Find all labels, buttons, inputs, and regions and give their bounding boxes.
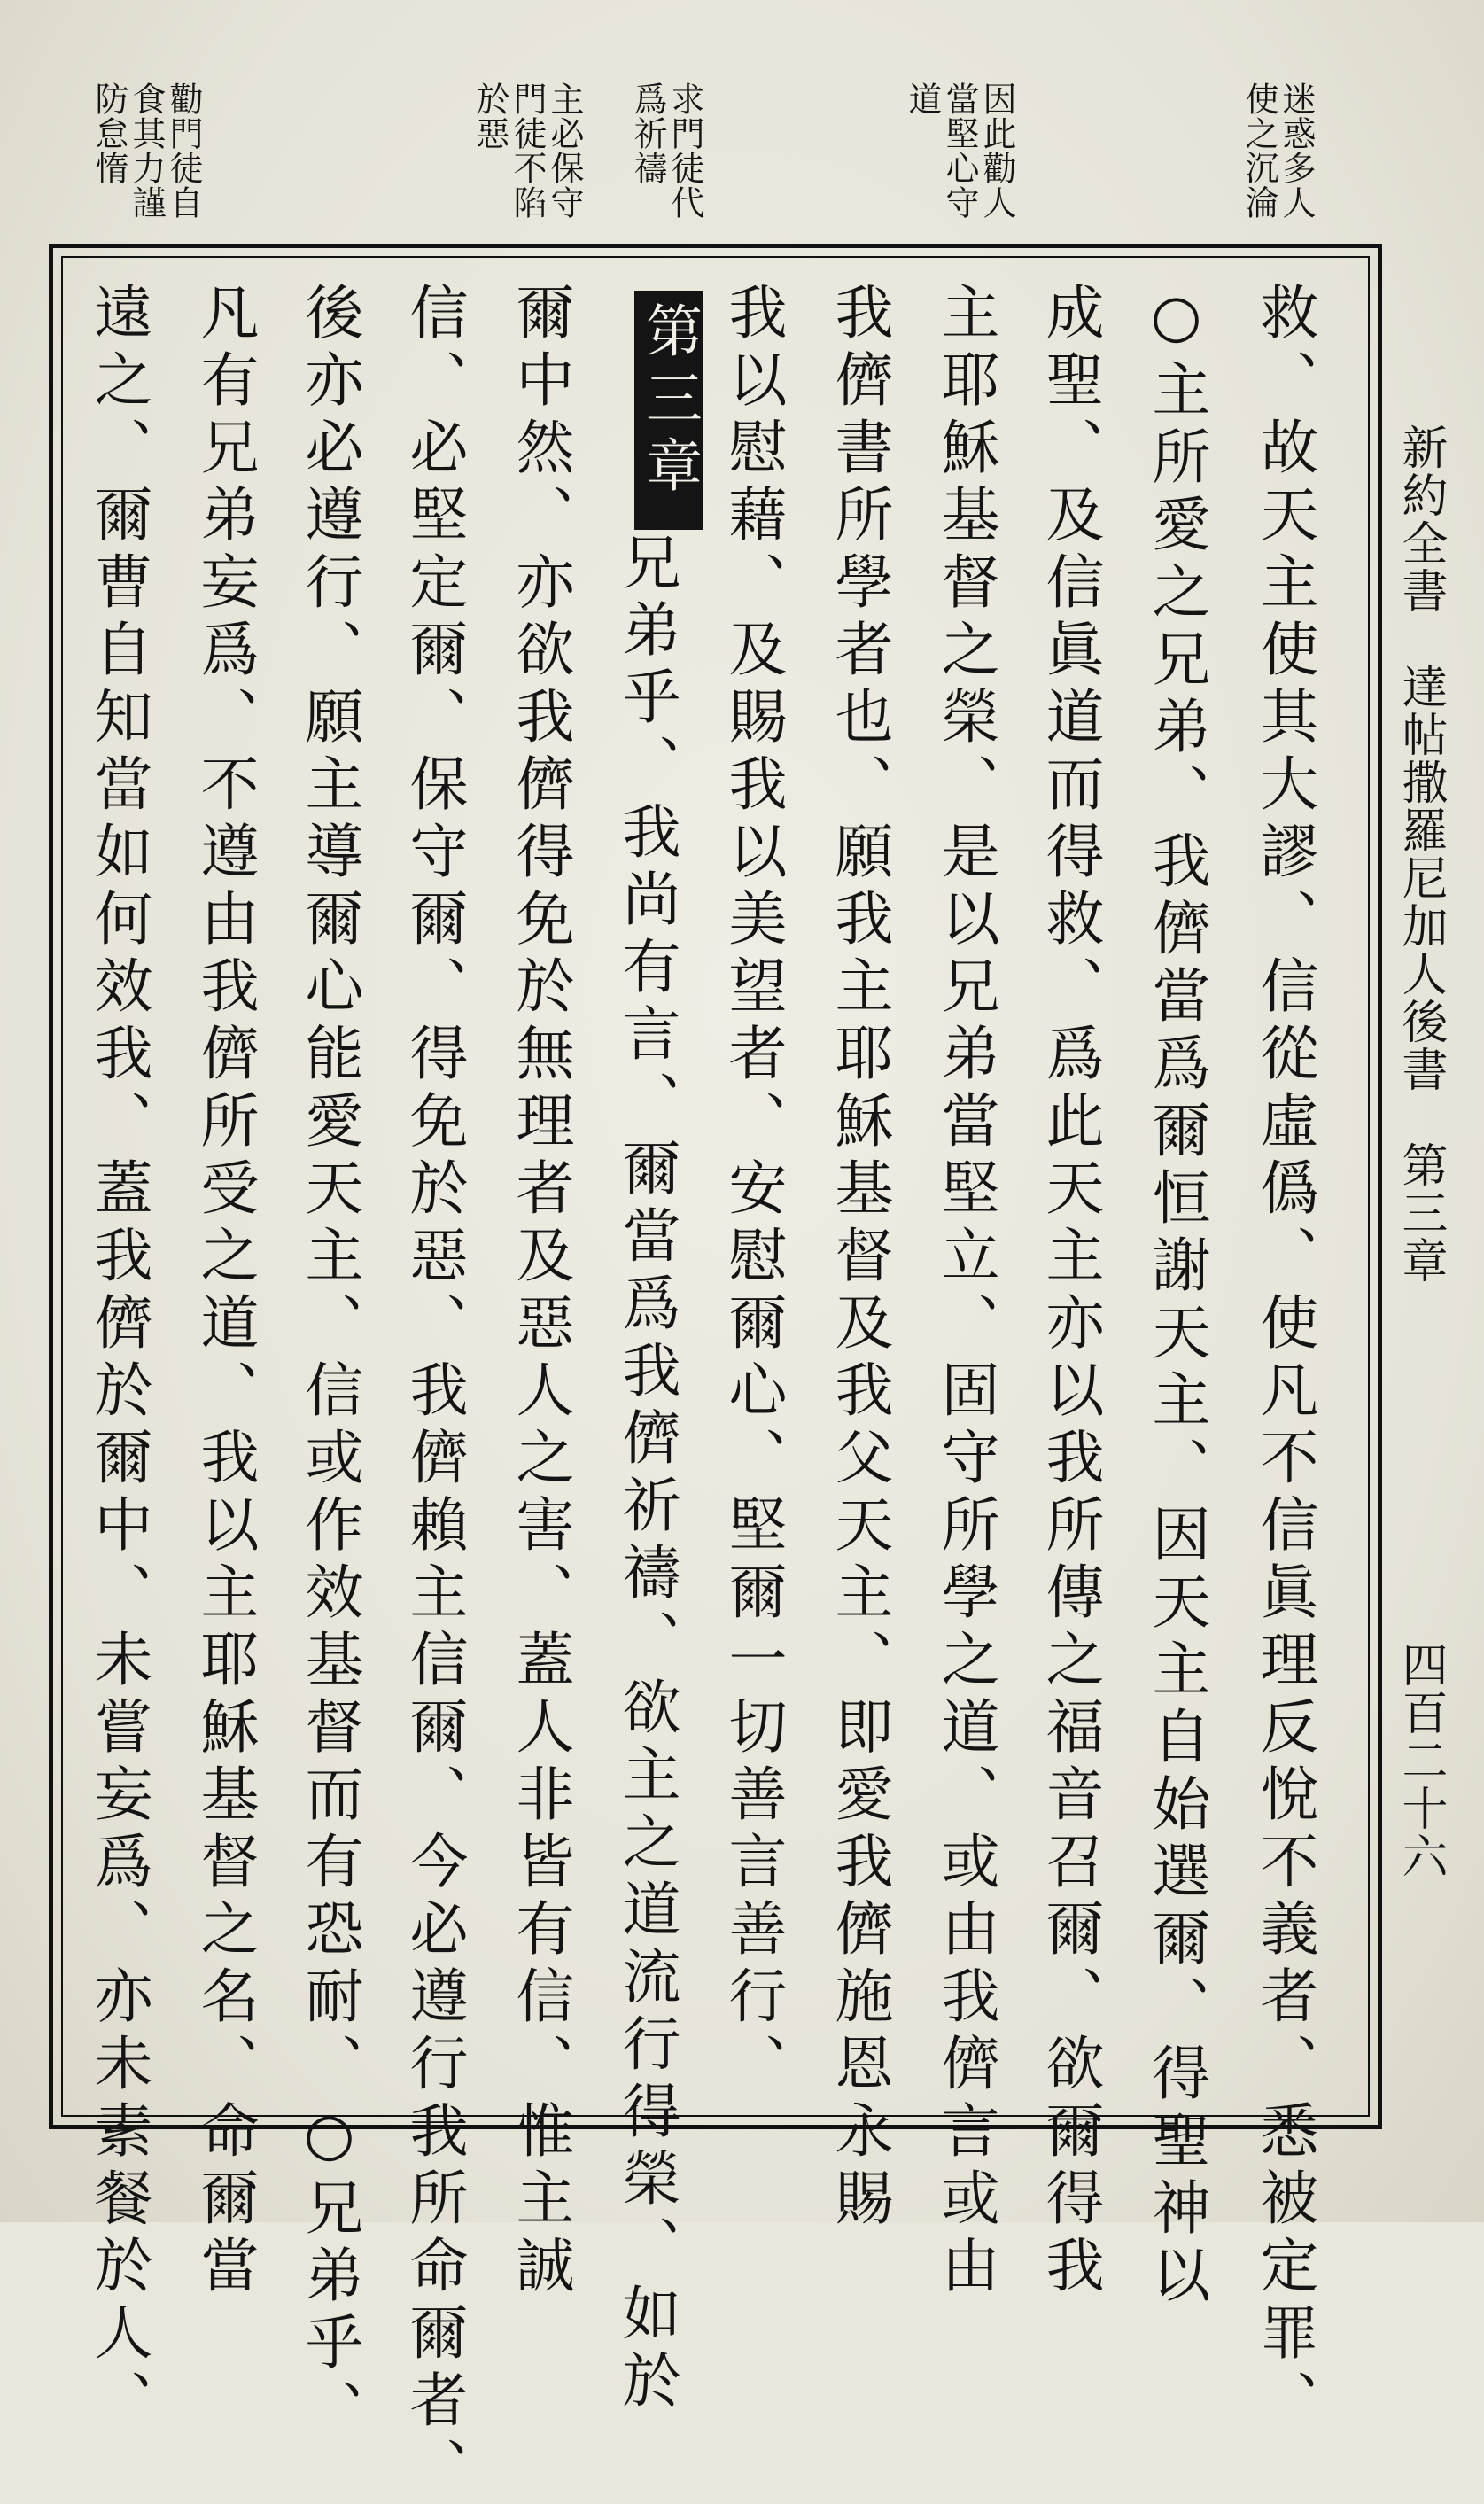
text-column-9: 信、必堅定爾、保守爾、得免於惡、我儕賴主信爾、今必遵行我所命爾者、 xyxy=(400,282,468,2504)
headnote-1: 迷惑多人 使之沉淪 xyxy=(1239,82,1316,220)
text-column-4: 主耶穌基督之榮、是以兄弟當堅立、固守所學之道、或由我儕言或由 xyxy=(931,282,999,2302)
text-column-3: 成聖、及信眞道而得救、爲此天主亦以我所傳之福音召爾、欲爾得我 xyxy=(1036,282,1104,2302)
headnote-5: 勸門徒自 食其力謹 防怠惰 xyxy=(89,82,203,220)
text-column-6: 我以慰藉、及賜我以美望者、安慰爾心、堅爾一切善言善行、 xyxy=(719,282,787,2100)
text-column-10: 後亦必遵行、願主導爾心能愛天主、信或作效基督而有恐耐、○兄弟乎、 xyxy=(295,282,363,2446)
chapter-heading: 第三章 xyxy=(636,301,702,503)
headnote-3: 求門徒代 爲祈禱 xyxy=(628,82,704,220)
text-column-11: 凡有兄弟妄爲、不遵由我儕所受之道、我以主耶穌基督之名、命爾當 xyxy=(190,282,259,2302)
text-column-5: 我儕書所學者也、願我主耶穌基督及我父天主、即愛我儕施恩永賜 xyxy=(825,282,893,2235)
text-column-7: 兄弟乎、我尚有言、爾當爲我儕祈禱、欲主之道流行得榮、如於 xyxy=(612,532,680,2417)
running-head-title: 新約全書 達帖撒羅尼加人後書 第三章 xyxy=(1394,424,1447,1285)
text-column-1: 救、故天主使其大謬、信從虛僞、使凡不信眞理反悅不義者、悉被定罪、 xyxy=(1250,282,1318,2437)
text-column-2: ○主所愛之兄弟、我儕當爲爾恒謝天主、因天主自始選爾、得聖神以 xyxy=(1142,282,1210,2312)
text-column-12: 遠之、爾曹自知當如何效我、蓋我儕於爾中、未嘗妄爲、亦未素餐於人、 xyxy=(84,282,152,2437)
page-number: 四百二十六 xyxy=(1394,1641,1447,1880)
headnote-4: 主必保守 門徒不陷 於惡 xyxy=(470,82,584,220)
headnote-2: 因此勸人 當堅心守 道 xyxy=(903,82,1016,220)
text-column-8: 爾中然、亦欲我儕得免於無理者及惡人之害、蓋人非皆有信、惟主誠 xyxy=(506,282,574,2302)
